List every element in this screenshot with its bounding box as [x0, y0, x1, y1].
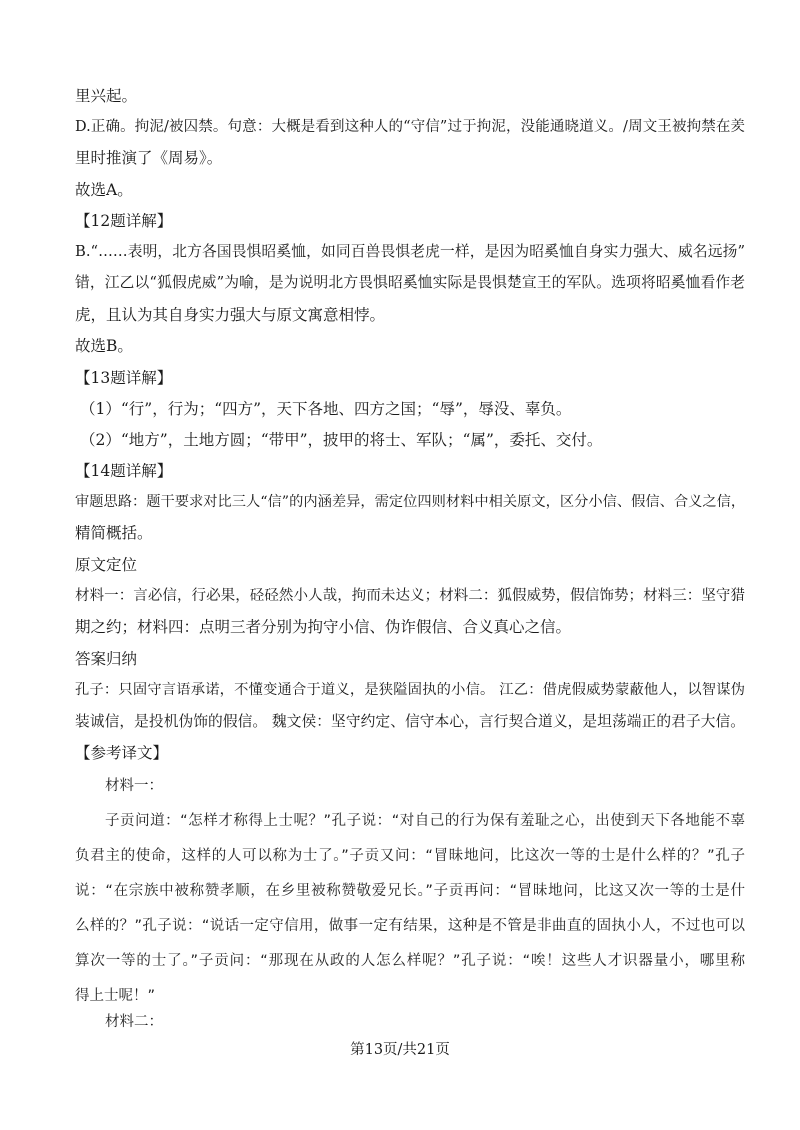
translation-line: 负君主的使命，这样的人可以称为士了。”子贡又问：“冒昧地问，比这次一等的士是什么样的？”孔子 — [75, 848, 745, 864]
subheading: 原文定位 — [75, 556, 138, 574]
section-heading: 【14题详解】 — [75, 462, 173, 480]
text-line: 错，江乙以“狐假虎威”为喻，是为说明北方畏惧昭奚恤实际是畏惧楚宣王的军队。选项将昭奚恤看作老 — [75, 274, 745, 291]
text-line: 里兴起。 — [75, 87, 138, 105]
translation-line: 材料一： — [105, 778, 163, 794]
subheading: 答案归纳 — [75, 650, 138, 668]
text-line: （1）“行”，行为；“四方”，天下各地、四方之国；“辱”，辱没、辜负。 — [80, 400, 572, 418]
translation-line: 得上士呢！” — [75, 988, 156, 1004]
translation-line: 算次一等的士了。”子贡问：“那现在从政的人怎么样呢？”孔子说：“唉！这些人才识器量小，哪里称 — [75, 953, 745, 969]
text-line: 故选A。 — [75, 181, 133, 199]
translation-line: 子贡问道：“怎样才称得上士呢？”孔子说：“对自己的行为保有羞耻之心，出使到天下各地能不辜 — [105, 813, 745, 829]
text-line: 虎，且认为其自身实力强大与原文寓意相悖。 — [75, 306, 386, 324]
text-line: B.“……表明，北方各国畏惧昭奚恤，如同百兽畏惧老虎一样，是因为昭奚恤自身实力强大、威名远扬” — [75, 243, 745, 260]
text-line: D.正确。拘泥/被囚禁。句意：大概是看到这种人的“守信”过于拘泥，没能通晓道义。/周文王被拘禁在羑 — [75, 119, 745, 135]
text-line: 孔子：只固守言语承诺，不懂变通合于道义，是狭隘固执的小信。 江乙：借虎假威势蒙蔽他人，以智谋伪 — [75, 682, 745, 698]
text-line: 故选B。 — [75, 337, 133, 355]
text-line: 期之约；材料四：点明三者分别为拘守小信、伪诈假信、合义真心之信。 — [75, 618, 572, 636]
text-line: 材料一：言必信，行必果，硁硁然小人哉，拘而未达义；材料二：狐假威势，假信饰势；材料三：坚守猎 — [75, 588, 745, 604]
section-heading: 【参考译文】 — [75, 744, 169, 762]
translation-line: 么样的？”孔子说：“说话一定守信用，做事一定有结果，这种是不管是非曲直的固执小人，不过也可以 — [75, 918, 745, 934]
section-heading: 【12题详解】 — [75, 212, 173, 230]
page-number: 第13页/共21页 — [350, 1042, 450, 1058]
translation-line: 材料二： — [105, 1014, 163, 1030]
translation-line: 说：“在宗族中被称赞孝顺，在乡里被称赞敬爱兄长。”子贡再问：“冒昧地问，比这又次一等的士是什 — [75, 883, 745, 899]
text-line: 审题思路：题干要求对比三人“信”的内涵差异，需定位四则材料中相关原文，区分小信、假信、合义之信， — [75, 494, 746, 510]
text-line: 精简概括。 — [75, 524, 153, 542]
text-line: （2）“地方”，土地方圆；“带甲”，披甲的将士、军队；“属”，委托、交付。 — [80, 431, 603, 449]
section-heading: 【13题详解】 — [75, 369, 173, 387]
text-line: 装诚信，是投机伪饰的假信。 魏文侯：坚守约定、信守本心，言行契合道义，是坦荡端正的君子大信。 — [75, 713, 745, 730]
text-line: 里时推演了《周易》。 — [75, 149, 223, 167]
